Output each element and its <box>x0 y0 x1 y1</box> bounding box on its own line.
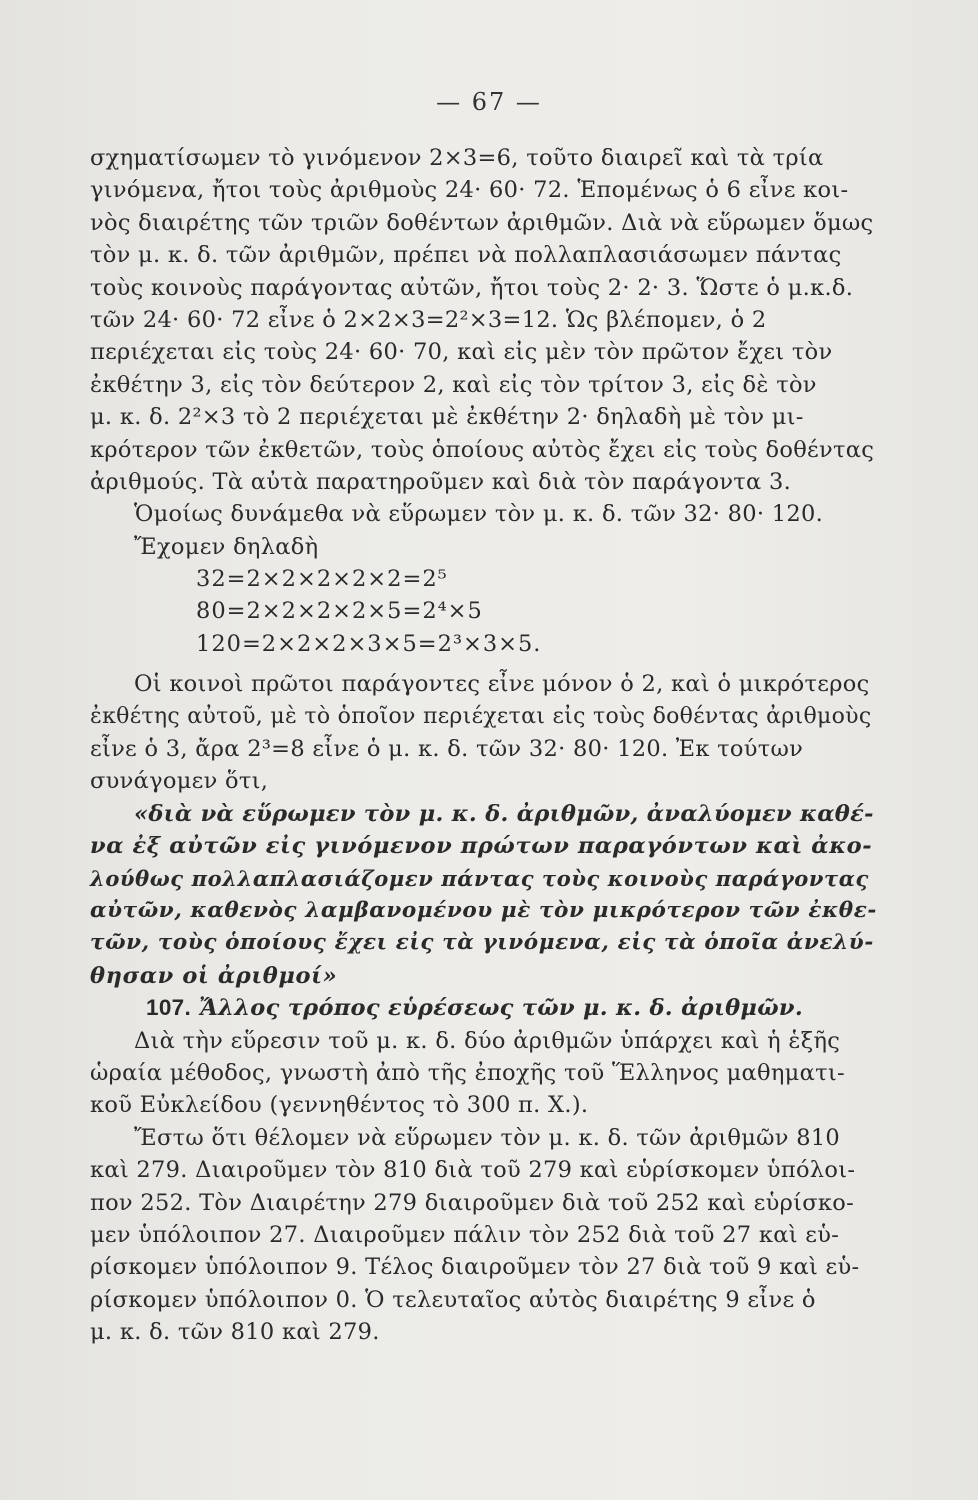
text-line: Ὁμοίως δυνάμεθα νὰ εὕρωμεν τὸν μ. κ. δ. τῶν 32· 80· 120. <box>134 501 824 528</box>
rule-line: «διὰ νὰ εὕρωμεν τὸν μ. κ. δ. ἀριθμῶν, ἀναλύομεν καθέ- <box>134 800 874 827</box>
section-heading <box>90 992 880 1024</box>
text-line: Οἱ κοινοὶ πρῶτοι παράγοντες εἶνε μόνον ὁ 2, καὶ ὁ μικρότερος <box>134 671 870 698</box>
text-line: περιέχεται εἰς τοὺς 24· 60· 70, καὶ εἰς μὲν τὸν πρῶτον ἔχει τὸν <box>90 339 833 366</box>
text-line: ὡραία μέθοδος, γνωστὴ ἀπὸ τῆς ἐποχῆς τοῦ Ἕλληνος μαθηματι- <box>90 1059 845 1086</box>
text-line: πον 252. Τὸν Διαιρέτην 279 διαιροῦμεν διὰ τοῦ 252 καὶ εὑρίσκο- <box>90 1189 854 1216</box>
text-line: μεν ὑπόλοιπον 27. Διαιροῦμεν πάλιν τὸν 252 διὰ τοῦ 27 καὶ εὑ- <box>90 1221 840 1248</box>
text-line: γινόμενα, ἤτοι τοὺς ἀριθμοὺς 24· 60· 72. Ἑπομένως ὁ 6 εἶνε κοι- <box>90 177 849 204</box>
text-line: τοὺς κοινοὺς παράγοντας αὐτῶν, ἤτοι τοὺς 2· 2· 3. Ὥστε ὁ μ.κ.δ. <box>90 274 854 301</box>
text-line: Ἔχομεν δηλαδὴ <box>134 533 319 560</box>
section-title: Ἄλλος τρόπος εὑρέσεως τῶν μ. κ. δ. ἀριθμῶν. <box>199 995 803 1022</box>
equation-line: 32=2×2×2×2×2=2⁵ <box>196 566 448 593</box>
text-line: κρότερον τῶν ἐκθετῶν, τοὺς ὁποίους αὐτὸς ἔχει εἰς τοὺς δοθέντας <box>90 436 875 463</box>
section-number: 107. <box>146 995 191 1021</box>
text-line: ρίσκομεν ὑπόλοιπον 9. Τέλος διαιροῦμεν τὸν 27 διὰ τοῦ 9 καὶ εὑ- <box>90 1254 860 1281</box>
text-line: συνάγομεν ὅτι, <box>90 768 269 795</box>
text-line: μ. κ. δ. 2²×3 τὸ 2 περιέχεται μὲ ἐκθέτην 2· δηλαδὴ μὲ τὸν μι- <box>90 404 804 431</box>
text-line: ρίσκομεν ὑπόλοιπον 0. Ὁ τελευταῖος αὐτὸς διαιρέτης 9 εἶνε ὁ <box>90 1286 816 1313</box>
text-line: ἐκθέτην 3, εἰς τὸν δεύτερον 2, καὶ εἰς τὸν τρίτον 3, εἰς δὲ τὸν <box>90 371 817 398</box>
text-line: σχηματίσωμεν τὸ γινόμενον 2×3=6, τοῦτο διαιρεῖ καὶ τὰ τρία <box>90 145 824 171</box>
equation-line: 80=2×2×2×2×5=2⁴×5 <box>196 598 483 625</box>
rule-line: να ἐξ αὐτῶν εἰς γινόμενον πρώτων παραγόντων καὶ ἀκο- <box>90 833 873 860</box>
rule-line: αὐτῶν, καθενὸς λαμβανομένου μὲ τὸν μικρότερον τῶν ἐκθε- <box>90 897 877 923</box>
text-line: καὶ 279. Διαιροῦμεν τὸν 810 διὰ τοῦ 279 καὶ εὑρίσκομεν ὑπόλοι- <box>90 1157 856 1184</box>
rule-line: λούθως πολλαπλασιάζομεν πάντας τοὺς κοινοὺς παράγοντας <box>90 865 869 891</box>
equation-line: 120=2×2×2×3×5=2³×3×5. <box>196 630 542 657</box>
text-line: Ἔστω ὅτι θέλομεν νὰ εὕρωμεν τὸν μ. κ. δ. τῶν ἀριθμῶν 810 <box>134 1124 841 1151</box>
text-line: νὸς διαιρέτης τῶν τριῶν δοθέντων ἀριθμῶν. Διὰ νὰ εὕρωμεν ὅμως <box>90 209 874 236</box>
rule-line: θησαν οἱ ἀριθμοί» <box>90 962 338 989</box>
text-line: μ. κ. δ. τῶν 810 καὶ 279. <box>90 1319 380 1346</box>
text-line: ἀριθμούς. Τὰ αὐτὰ παρατηροῦμεν καὶ διὰ τὸν παράγοντα 3. <box>90 468 792 495</box>
text-line: τῶν 24· 60· 72 εἶνε ὁ 2×2×3=2²×3=12. Ὡς βλέπομεν, ὁ 2 <box>90 306 767 333</box>
rule-line: τῶν, τοὺς ὁποίους ἔχει εἰς τὰ γινόμενα, εἰς τὰ ὁποῖα ἀνελύ- <box>90 930 874 956</box>
text-line: κοῦ Εὐκλείδου (γεννηθέντος τὸ 300 π. Χ.). <box>90 1092 589 1119</box>
text-line: ἐκθέτης αὐτοῦ, μὲ τὸ ὁποῖον περιέχεται εἰς τοὺς δοθέντας ἀριθμοὺς <box>90 703 872 729</box>
text-line: εἶνε ὁ 3, ἄρα 2³=8 εἶνε ὁ μ. κ. δ. τῶν 32· 80· 120. Ἐκ τούτων <box>90 736 804 763</box>
text-line: Διὰ τὴν εὕρεσιν τοῦ μ. κ. δ. δύο ἀριθμῶν ὑπάρχει καὶ ἡ ἑξῆς <box>134 1027 841 1054</box>
text-line: τὸν μ. κ. δ. τῶν ἀριθμῶν, πρέπει νὰ πολλαπλασιάσωμεν πάντας <box>90 242 842 269</box>
page-number: — 67 — <box>436 88 542 116</box>
body-text <box>90 142 880 1348</box>
